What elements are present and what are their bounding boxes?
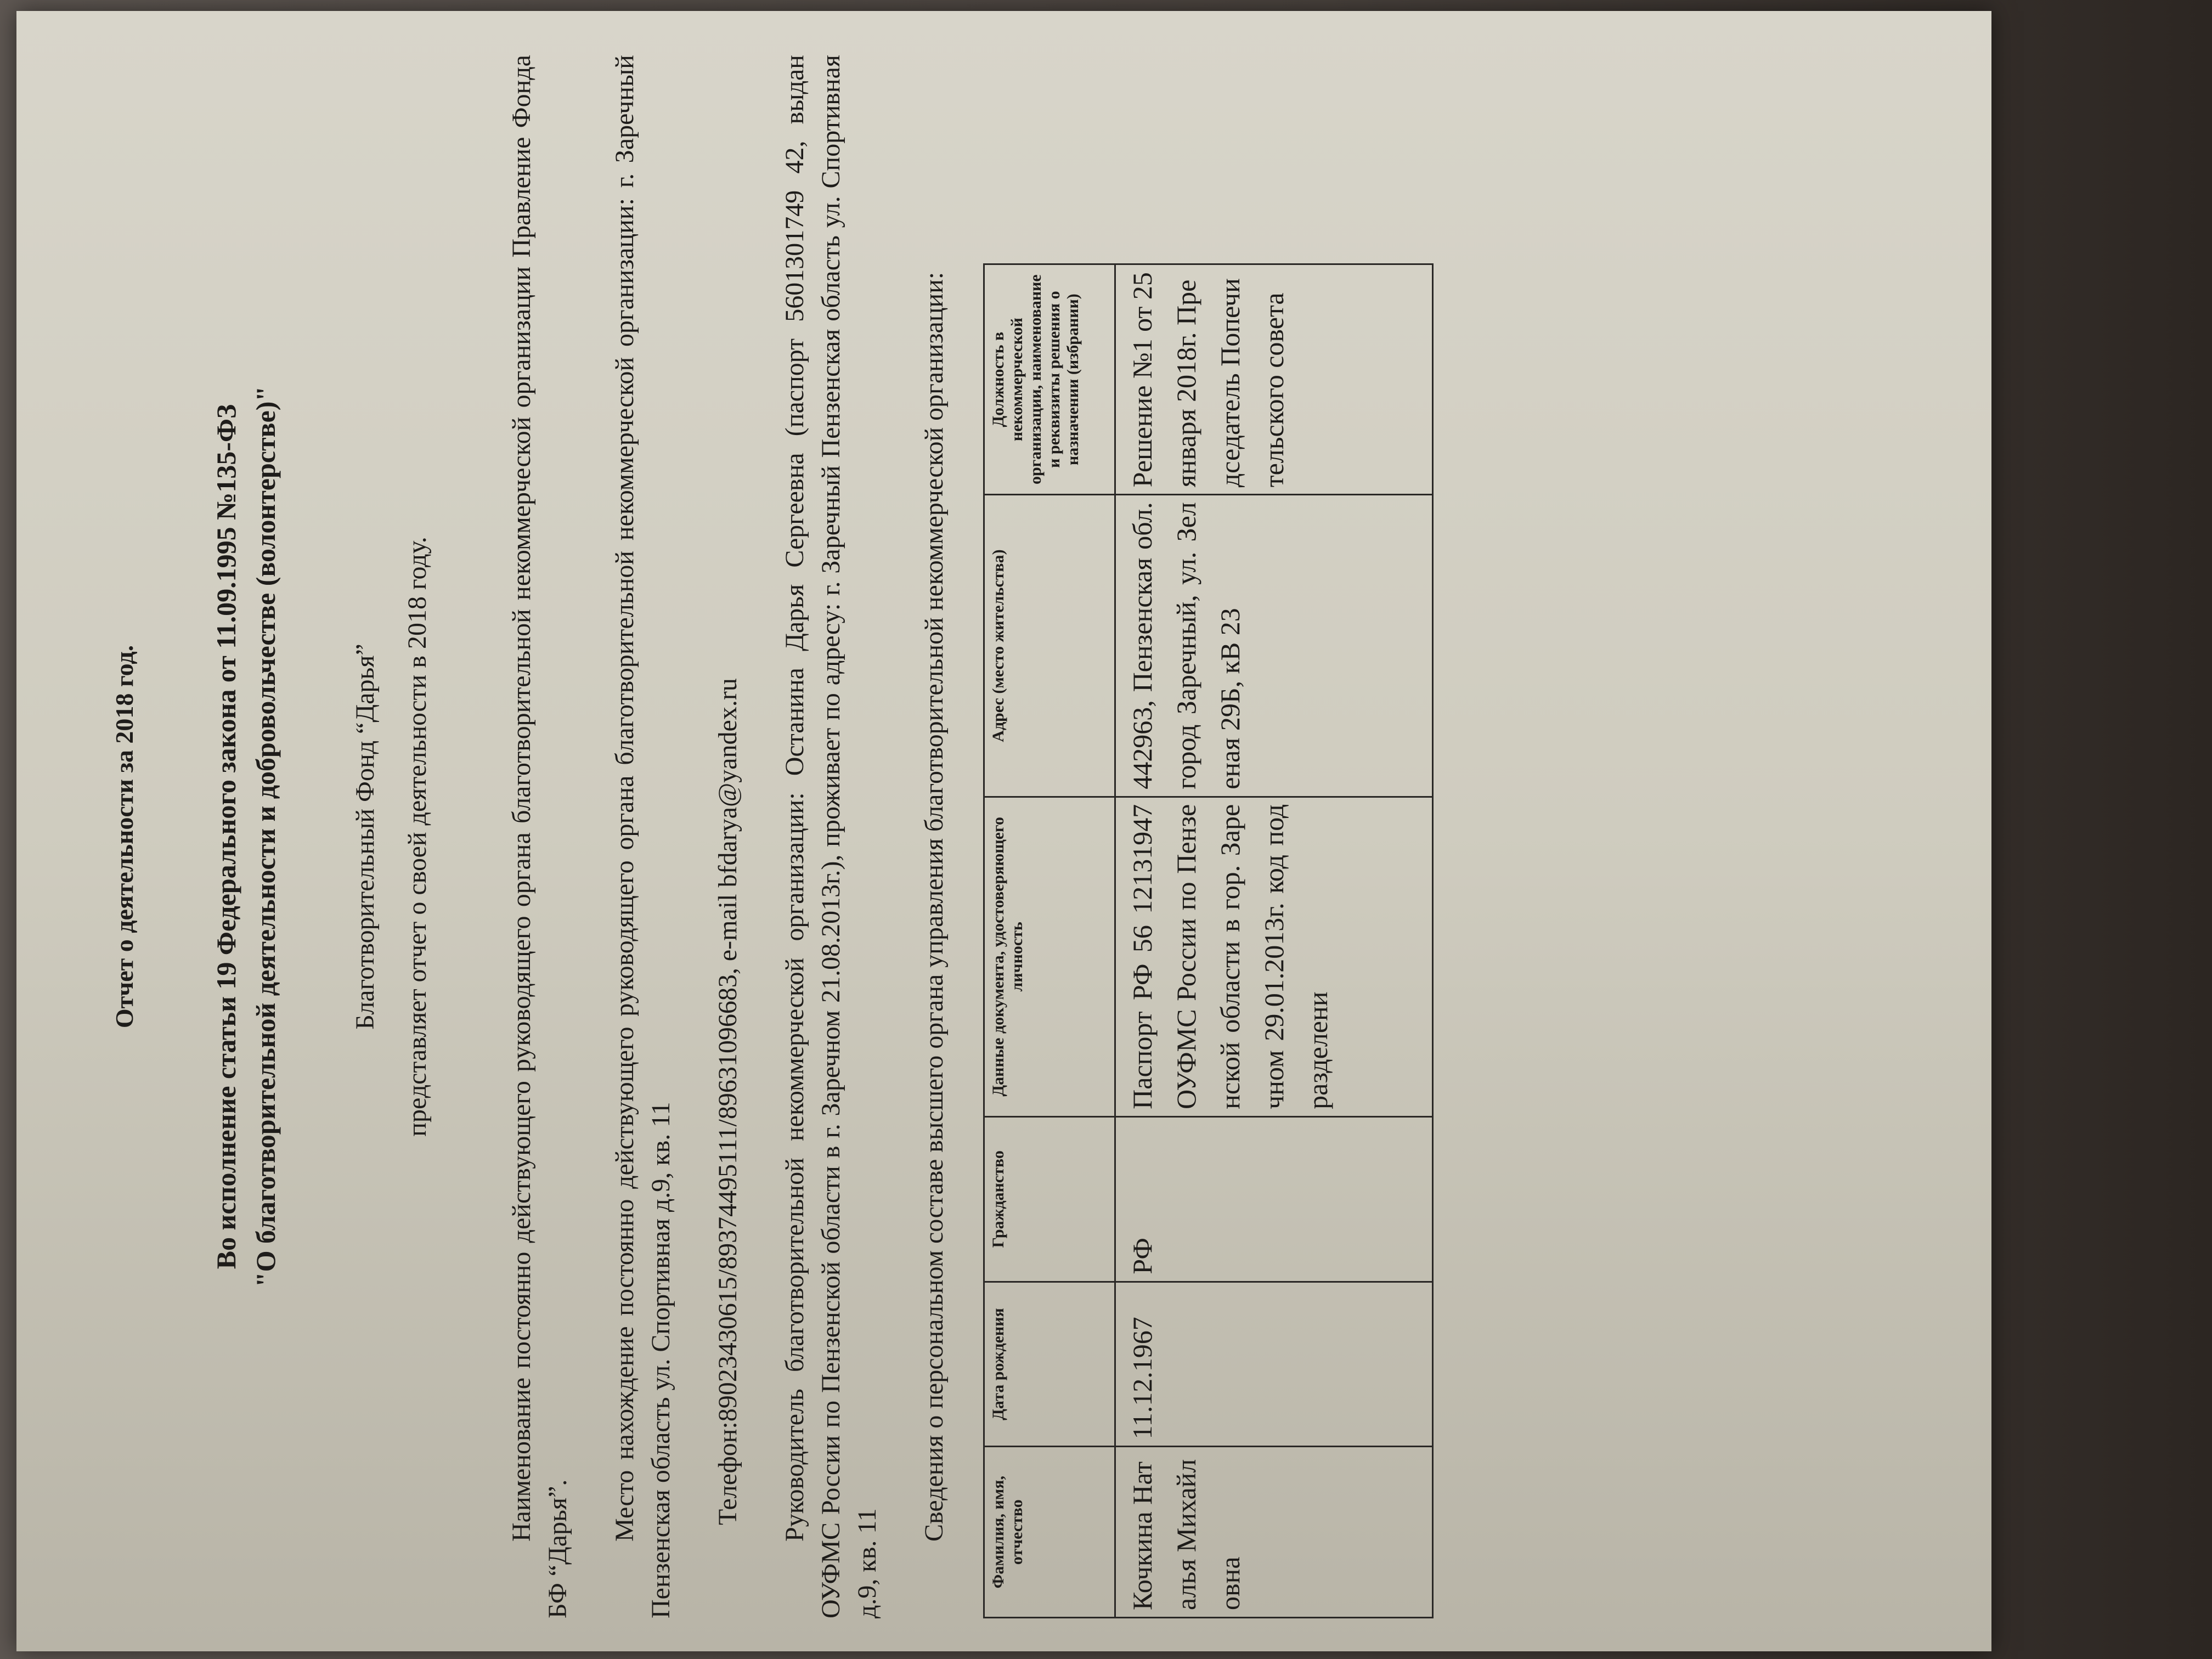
table-row [1115,264,1433,1618]
table-header-row [984,264,1115,1618]
cell-address: 442963, Пензенская обл.город Заречный, ул. Зеленая 29Б, кВ 23 [1115,495,1433,797]
document-page [27,22,1948,1640]
contacts-paragraph: Телефон:89023430615/89374495111/89631096683, e-mail bfdarya@yandex.ru [713,678,742,1525]
location-paragraph: Место нахождение постоянно действующего руководящего органа благотворительной некоммерческой организации: г. Заречный Пензенская область ул. Спортивная д.9, кв. 11 [610,55,675,1618]
law-name: "О благотворительной деятельности и добровольчестве (волонтерстве)" [250,386,281,1288]
cell-position: Решение №1 от 25января 2018г. Председатель Попечительского совета [1115,264,1433,495]
cell-document: Паспорт РФ 56 12131947 ОУФМС России по Пензенской области в гор. Заречном 29.01.2013г. код подразделени [1115,797,1433,1116]
header-document: Данные документа, удостоверяющего личность [984,797,1115,1116]
board-table [983,263,1434,1618]
cell-name: Кочкина Наталья Михайловна [1115,1447,1433,1618]
header-birth: Дата рождения [984,1282,1115,1447]
cell-citizenship: РФ [1115,1116,1433,1282]
header-position: Должность в некоммерческой организации, наименование и реквизиты решения о назначении (избрании) [984,264,1115,495]
paper-sheet [16,11,1991,1651]
header-citizenship: Гражданство [984,1116,1115,1282]
board-intro-paragraph: Сведения о персональном составе высшего органа управления благотворительной некоммерческой организации: [919,272,949,1542]
report-title: Отчет о деятельности за 2018 год. [110,645,138,1029]
governing-body-paragraph: Наименование постоянно действующего руководящего органа благотворительной некоммерческой организации Правление Фонда БФ “Дарья”. [507,55,572,1618]
report-statement: представляет отчет о своей деятельности в 2018 году. [403,537,432,1137]
law-reference: Во исполнение статьи 19 Федерального закона от 11.09.1995 №135-ФЗ [211,404,241,1269]
organization-name: Благотворительный Фонд “Дарья” [351,644,380,1030]
header-address: Адрес (место жительства) [984,495,1115,797]
header-name: Фамилия, имя, отчество [984,1447,1115,1618]
director-paragraph: Руководитель благотворительной некоммерческой организации: Останина Дарья Сергеевна (паспорт 5601301749 42, выдан ОУФМС России по Пензенской области в г. Заречном 21.08.2013г.), проживает по адресу: г. Заречный Пензенская область ул. Спортивная д.9, кв. 11 [780,55,882,1618]
cell-birth: 11.12.1967 [1115,1282,1433,1447]
